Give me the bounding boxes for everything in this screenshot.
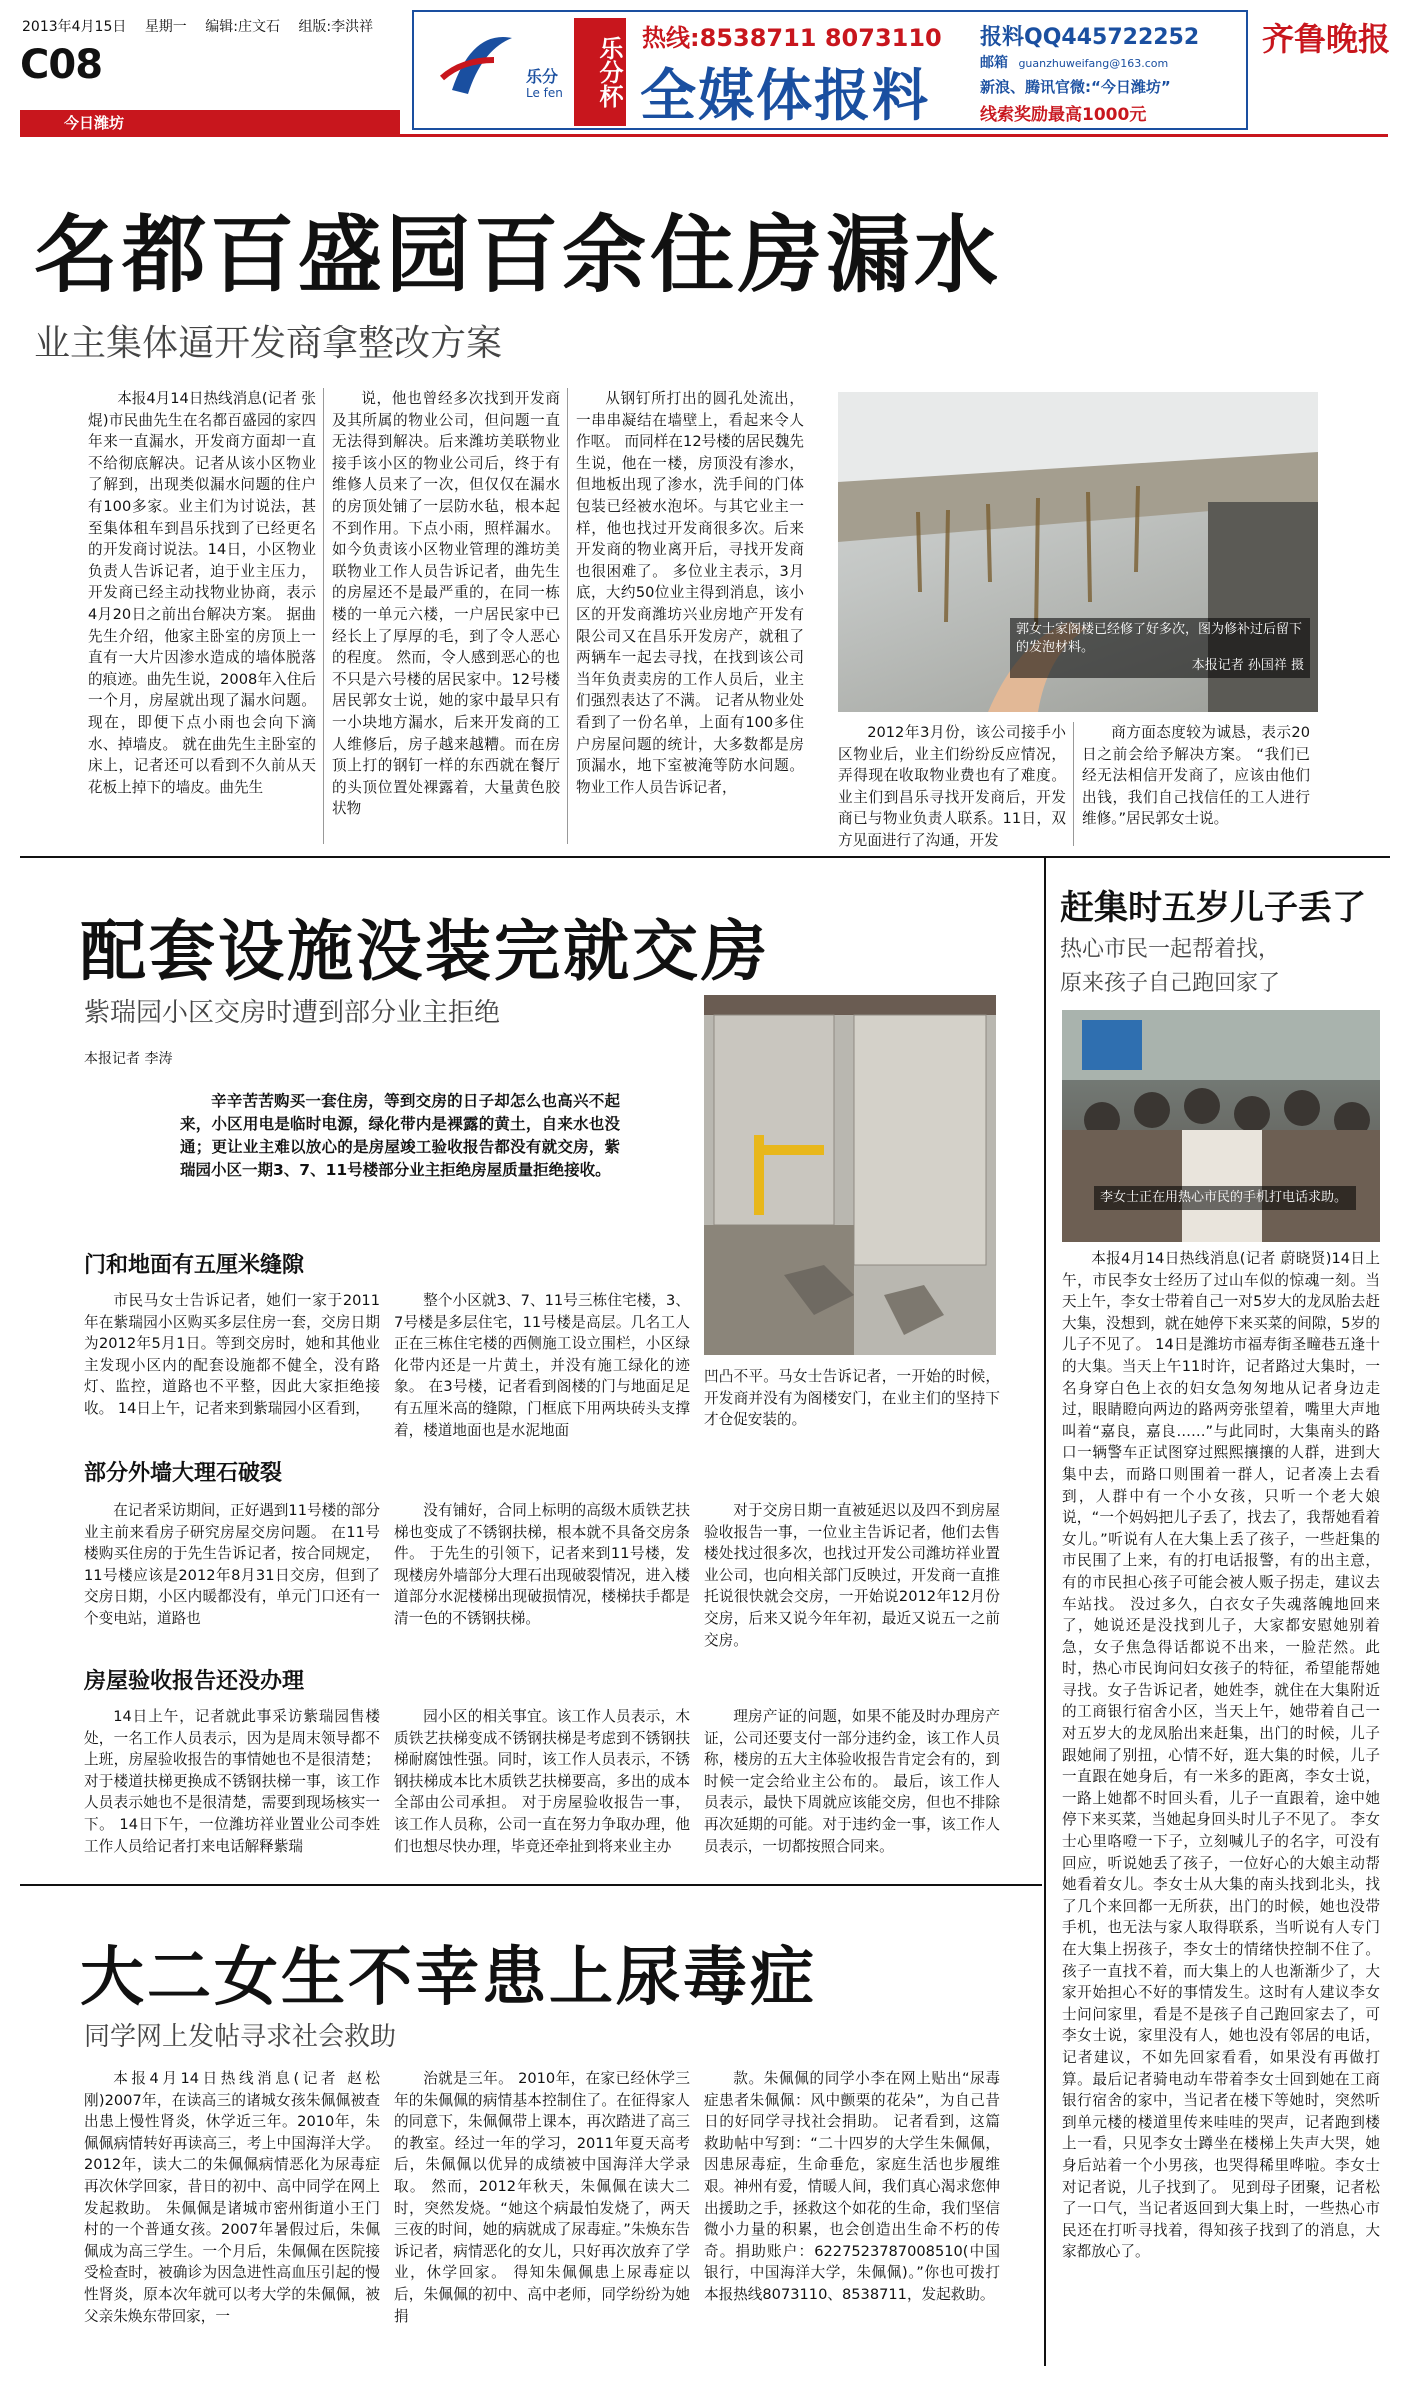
story1-subhead: 业主集体逼开发商拿整改方案 <box>34 323 503 364</box>
story1-col5-text: 商方面态度较为诚恳，表示20日之前会给予解决方案。 “我们已经无法相信开发商了，应该由他们出钱，我们自己找信任的工人进行维修。”居民郭女士说。 <box>1082 724 1310 828</box>
section-tab <box>20 110 400 134</box>
story4-body-text: 本报4月14日热线消息(记者 蔚晓贤)14日上午，市民李女士经历了过山车似的惊魂一刻。当天上午，李女士带着自己一对5岁大的龙凤胎去赶大集，没想到，就在她停下来买菜的间隙，5岁的儿子不见了。 14日是潍坊市福寿街圣疃巷五逢十的大集。当天上午11时许，记者路过大集时，一名身穿白色上衣的妇女急匆匆地从记者身边走过，眼睛瞪向两边的路两旁张望着，嘴里大声地叫着“嘉良，嘉良……”与此同时，大集南头的路口一辆警车正试图穿过熙熙攘攘的人群，进到大集中去，而路口则围着一群人，记者凑上去看到，人群中有一个小女孩，只听一个老大娘说，“一个妈妈把儿子丢了，找去了，我帮她看着女儿。”听说有人在大集上丢了孩子，一些赶集的市民围了上来，有的打电话报警，有的出主意，有的市民担心孩子可能会被人贩子拐走，建议去车站找。 没过多久，白衣女子失魂落魄地回来了，她说还是没找到儿子，大家都安慰她别着急，女子焦急得话都说不出来，一脸茫然。此时，热心市民询问妇女孩子的特征，希望能帮她寻找。女子告诉记者，她姓李，就住在大集附近的工商银行宿舍小区，当天上午，她带着自己一对五岁大的龙凤胎出来赶集，出门的时候，儿子跟她闹了别扭，心情不好，逛大集的时候，儿子一直跟在她身后，有一米多的距离，李女士说，一路上她都不时回头看，儿子一直跟着，途中她停下来买菜，当她起身回头时儿子不见了。 李女士心里咯噔一下子，立刻喊儿子的名字，可没有回应，听说她丢了孩子，一位好心的大娘主动帮她看着女儿。李女士从大集的南头找到北头，找了几个来回都一无所获，出门的时候，她也没带手机，也无法与家人取得联系，当听说有人专门在大集上拐孩子，李女士的情绪快控制不住了。 孩子一直找不着，而大集上的人也渐渐少了，大家开始担心不好的事情发生。这时有人建议李女士问问家里，看是不是孩子自己跑回家去了，可李女士说，家里没有人，她也没有邻居的电话，记者建议，不如先回家看看，如果没有再做打算。最后记者骑电动车带着李女士回到她在工商银行宿舍的家中，当记者在楼下等她时，突然听到单元楼的楼道里传来哇哇的哭声，记者跑到楼上一看，只见李女士蹲坐在楼梯上失声大哭，她身后站着一个小男孩，也哭得稀里哗啦。李女士对记者说，儿子找到了。 见到母子团聚，记者松了一口气，当记者返回到大集上时，一些热心市民还在打听寻找着，得知孩子找到了的消息，大家都放心了。 <box>1062 1250 1380 2261</box>
story4-photo-caption <box>1094 1186 1356 1210</box>
story1-col5 <box>1082 722 1310 852</box>
story1-col3-text: 从钢钉所打出的圆孔处流出，一串串凝结在墙壁上，看起来令人作呕。 而同样在12号楼的居民魏先生说，他在一楼，房顶没有渗水，但地板出现了渗水，洗手间的门体包装已经被水泡坏。与其它业主一样，他也找过开发商很多次。后来开发商的物业离开后，寻找开发商也很困难了。 多位业主表示，3月底，大约50位业主得到消息，该小区的开发商潍坊兴业房地产开发有限公司又在昌乐开发房产，就租了两辆车一起去寻找，在找到该公司当年负责卖房的工作人员后，业主们强烈表达了不满。 记者从物业处看到了一份名单，上面有100多住户房屋问题的统计，大多数都是房顶漏水，地下室被淹等防水问题。 物业工作人员告诉记者， <box>576 390 804 796</box>
story1-col2-text: 说，他也曾经多次找到开发商及其所属的物业公司，但问题一直无法得到解决。后来潍坊美联物业接手该小区的物业公司后，终于有维修人员来了一次，但仅仅在漏水的房顶处铺了一层防水毡，根本起不到作用。下点小雨，照样漏水。 如今负责该小区物业管理的潍坊美联物业工作人员告诉记者，曲先生的房屋还不是最严重的，在同一栋楼的一单元六楼，一户居民家中已经长上了厚厚的毛，到了令人恶心的程度。 然而，令人感到恶心的也不只是六号楼的居民家中。12号楼居民郭女士说，她的家中最早只有一小块地方漏水，后来开发商的工人维修后，房子越来越糟。而在房顶上打的钢钉一样的东西就在餐厅的头顶位置处裸露着，大量黄色胶状物 <box>332 390 560 818</box>
ad-badge-text: 乐分杯 <box>595 36 623 108</box>
sec2-col1-text: 在记者采访期间，正好遇到11号楼的部分业主前来看房子研究房屋交房问题。 在11号楼购买住房的于先生告诉记者，按合同规定，11号楼应该是2012年8月31日交房，但到了交房日期，小区内暖都没有，单元门口还有一个变电站，道路也 <box>84 1502 380 1627</box>
story1-photo-caption <box>1010 618 1310 678</box>
story2-sec2-col3 <box>704 1500 1000 1674</box>
story4-headline: 赶集时五岁儿子丢了 <box>1060 888 1366 928</box>
story2-byline: 本报记者 李涛 <box>84 1051 173 1067</box>
story2-sec1-col3 <box>704 1366 1000 1442</box>
section-rule <box>20 1884 1042 1886</box>
email-address: guanzhuweifang@163.com <box>1018 57 1169 70</box>
story2-lead-text: 辛辛苦苦购买一套住房，等到交房的日子却怎么也高兴不起来，小区用电是临时电源，绿化带内是裸露的黄土，自来水也没通；更让业主难以放心的是房屋竣工验收报告都没有就交房，紫瑞园小区一期3、7、11号楼部分业主拒绝房屋质量拒绝接收。 <box>180 1092 620 1179</box>
brand-cn: 乐分 <box>526 67 559 86</box>
story2-photo <box>704 995 996 1355</box>
date-text: 2013年4月15日 <box>22 19 127 35</box>
story2-sec3-col3 <box>704 1706 1000 1874</box>
ad-banner <box>412 10 1248 130</box>
ad-hotline <box>642 18 942 53</box>
paper-logo: 齐鲁晚报 <box>1262 20 1391 58</box>
story2-sec3-col1 <box>84 1706 380 1874</box>
ad-reward: 线索奖励最高1000元 <box>980 105 1147 125</box>
story2-sec1-col1 <box>84 1290 380 1442</box>
story2-sec2-col1 <box>84 1500 380 1674</box>
story2-section3-heading: 房屋验收报告还没办理 <box>84 1669 305 1694</box>
story4-subhead2: 原来孩子自己跑回家了 <box>1060 971 1281 996</box>
story3-col3-text: 款。朱佩佩的同学小李在网上贴出“尿毒症患者朱佩佩：风中颤栗的花朵”，为自己昔日的好同学寻找社会捐助。 记者看到，这篇救助帖中写到：“二十四岁的大学生朱佩佩，因患尿毒症，生命垂危，家庭生活也步履维艰。神州有爱，情暖人间，我们真心渴求您伸出援助之手，拯救这个如花的生命，我们坚信微小力量的积累，也会创造出生命不朽的传奇。捐助账户：6227523787008510(中国银行，中国海洋大学，朱佩佩)。”你也可拨打本报热线8073110、8538711，发起救助。 <box>704 2070 1000 2303</box>
story1-headline: 名都百盛园百余住房漏水 <box>34 206 1003 304</box>
sec1-col3-text: 凹凸不平。马女士告诉记者，一开始的时候，开发商并没有为阁楼安门，在业主们的坚持下才仓促安装的。 <box>704 1368 1000 1429</box>
ad-qq: 报料QQ445722252 <box>980 25 1200 50</box>
story1-col4 <box>838 722 1066 852</box>
story3-col1 <box>84 2068 380 2360</box>
story1-col1 <box>88 388 316 844</box>
story1-col4-text: 2012年3月份，该公司接手小区物业后，业主们纷纷反应情况，弄得现在收取物业费也有了难度。业主们到昌乐寻找开发商后，开发商已与物业负责人联系。11日，双方见面进行了沟通，开发 <box>838 724 1066 849</box>
sec3-col3-text: 理房产证的问题，如果不能及时办理房产证，公司还要支付一部分违约金，该工作人员称，楼房的五大主体验收报告肯定会有的，到时候一定会给业主公布的。 最后，该工作人员表示，最快下周就应该能交房，但也不排除再次延期的可能。对于违约金一事，该工作人员表示，一切都按照合同来。 <box>704 1708 1000 1855</box>
email-label: 邮箱 <box>980 55 1008 71</box>
sec1-col1-text: 市民马女士告诉记者，她们一家于2011年在紫瑞园小区购买多层住房一套，交房日期为2012年5月1日。等到交房时，她和其他业主发现小区内的配套设施都不健全，没有路灯、监控，道路也不平整，因此大家拒绝接收。 14日上午，记者来到紫瑞园小区看到， <box>84 1292 380 1417</box>
story2-subhead: 紫瑞园小区交房时遭到部分业主拒绝 <box>84 998 501 1028</box>
right-column-rule <box>1044 856 1046 2366</box>
weekday-text: 星期一 <box>144 19 187 35</box>
sec2-col3-text: 对于交房日期一直被延迟以及四不到房屋验收报告一事，一位业主告诉记者，他们去售楼处找过很多次，也找过开发公司潍坊祥业置业公司，也向相关部门反映过，开发商一直推托说很快就会交房，一开始说2012年12月份交房，后来又说今年年初，最近又说五一之前交房。 <box>704 1502 1000 1649</box>
story2-section1-heading: 门和地面有五厘米缝隙 <box>84 1253 305 1278</box>
lefen-logo-icon <box>432 20 520 108</box>
story3-col1-text: 本报4月14日热线消息(记者 赵松刚)2007年，在读高三的诸城女孩朱佩佩被查出患上慢性肾炎，休学近三年。2010年，朱佩佩病情转好再读高三，考上中国海洋大学。2012年，读大二的朱佩佩病情恶化为尿毒症再次休学回家，昔日的初中、高中同学在网上发起救助。 朱佩佩是诸城市密州街道小王门村的一个普通女孩。2007年暑假过后，朱佩佩成为高三学生。一个月后，朱佩佩在医院接受检查时，被确诊为因急进性高血压引起的慢性肾炎，原本次年就可以考大学的朱佩佩，被父亲朱焕东带回家，一 <box>84 2070 380 2325</box>
masthead-date <box>22 16 373 36</box>
story2-sec3-col2 <box>394 1706 690 1874</box>
divider <box>323 388 324 844</box>
hotline-number: 8538711 8073110 <box>699 24 942 52</box>
caption-text: 李女士正在用热心市民的手机打电话求助。 <box>1100 1190 1348 1205</box>
story3-col2 <box>394 2068 690 2360</box>
story3-col3 <box>704 2068 1000 2360</box>
hotline-label: 热线: <box>642 24 700 52</box>
story3-col2-text: 治就是三年。 2010年，在家已经休学三年的朱佩佩的病情基本控制住了。在征得家人的同意下，朱佩佩带上课本，再次踏进了高三的教室。经过一年的学习，2011年夏天高考后，朱佩佩以优异的成绩被中国海洋大学录取。 然而，2012年秋天，朱佩佩在读大二时，突然发烧。“她这个病最怕发烧了，两天三夜的时间，她的病就成了尿毒症。”朱焕东告诉记者，病情恶化的女儿，只好再次放弃了学业，休学回家。 得知朱佩佩患上尿毒症以后，朱佩佩的初中、高中老师，同学纷纷为她捐 <box>394 2070 690 2325</box>
story2-sec2-col2 <box>394 1500 690 1674</box>
masthead-rule <box>20 134 1388 137</box>
editor-text: 编辑:庄文石 <box>205 19 280 35</box>
sec1-col2-text: 整个小区就3、7、11号三栋住宅楼，3、7号楼是多层住宅，11号楼是高层。几名工人正在三栋住宅楼的西侧施工设立围栏，小区绿化带内还是一片黄土，并没有施工绿化的迹象。 在3号楼，记者看到阁楼的门与地面足足有五厘米高的缝隙，门框底下用两块砖头支撑着，楼道地面也是水泥地面 <box>394 1292 690 1439</box>
ad-headline: 全媒体报料 <box>640 64 930 129</box>
sec3-col1-text: 14日上午，记者就此事采访紫瑞园售楼处，一名工作人员表示，因为是周末领导都不上班，房屋验收报告的事情她也不是很清楚；对于楼道扶梯更换成不锈钢扶梯一事，该工作人员表示她也不是很清楚，需要到现场核实一下。 14日下午，一位潍坊祥业置业公司李姓工作人员给记者打来电话解释紫瑞 <box>84 1708 380 1855</box>
lefen-logo <box>432 20 520 108</box>
divider <box>1073 722 1074 846</box>
story2-lead <box>180 1090 620 1182</box>
story3-headline: 大二女生不幸患上尿毒症 <box>80 1941 817 2015</box>
section-label: 今日潍坊 <box>64 114 125 132</box>
masthead <box>0 0 1409 135</box>
ad-email-line <box>980 52 1168 72</box>
story2-section2-heading: 部分外墙大理石破裂 <box>84 1461 283 1486</box>
story2-headline: 配套设施没装完就交房 <box>80 913 770 990</box>
section-rule <box>20 856 1390 858</box>
story4-body <box>1062 1248 1380 2368</box>
sec2-col2-text: 没有铺好，合同上标明的高级木质铁艺扶梯也变成了不锈钢扶梯，根本就不具备交房条件。 于先生的引领下，记者来到11号楼，发现楼房外墙部分大理石出现破裂情况，进入楼道部分水泥楼梯出现破损情况，楼梯扶手都是清一色的不锈钢扶梯。 <box>394 1502 690 1627</box>
story2-sec1-col2 <box>394 1290 690 1442</box>
story3-subhead: 同学网上发帖寻求社会救助 <box>84 2022 397 2052</box>
story1-col2 <box>332 388 560 844</box>
story1-col1-text: 本报4月14日热线消息(记者 张焜)市民曲先生在名都百盛园的家四年来一直漏水，开发商方面却一直不给彻底解决。记者从该小区物业了解到，出现类似漏水问题的住户有100多家。业主们为讨说法，甚至集体租车到昌乐找到了已经更名的开发商讨说法。14日，小区物业负责人告诉记者，迫于业主压力，开发商已经主动找物业协商，表示4月20日之前出台解决方案。 据曲先生介绍，他家主卧室的房顶上一直有一大片因渗水造成的墙体脱落的痕迹。曲先生说，2008年入住后一个月，房屋就出现了漏水问题。现在，即便下点小雨也会向下滴水、掉墙皮。 就在曲先生主卧室的床上，记者还可以看到不久前从天花板上掉下的墙皮。曲先生 <box>88 390 316 796</box>
brand-en: Le fen <box>526 86 563 100</box>
ad-weibo: 新浪、腾讯官微:“今日潍坊” <box>980 78 1171 96</box>
layout-text: 组版:李洪祥 <box>298 19 374 35</box>
caption-credit: 本报记者 孙国祥 摄 <box>1191 658 1304 673</box>
caption-text: 郭女士家阁楼已经修了好多次，图为修补过后留下的发泡材料。 <box>1016 622 1303 655</box>
sec3-col2-text: 园小区的相关事宜。该工作人员表示，木质铁艺扶梯变成不锈钢扶梯是考虑到不锈钢扶梯耐腐蚀性强。同时，该工作人员表示，不锈钢扶梯成本比木质铁艺扶梯要高，多出的成本全部由公司承担。 对于房屋验收报告一事，该工作人员称，公司一直在努力争取办理，他们也想尽快办理，毕竟还牵扯到将来业主办 <box>394 1708 690 1855</box>
door-gap-illustration <box>704 995 996 1355</box>
story4-subhead1: 热心市民一起帮着找， <box>1060 937 1281 962</box>
page-number: C08 <box>20 42 103 88</box>
divider <box>567 388 568 844</box>
story1-col3 <box>576 388 804 844</box>
ad-badge <box>574 18 626 126</box>
